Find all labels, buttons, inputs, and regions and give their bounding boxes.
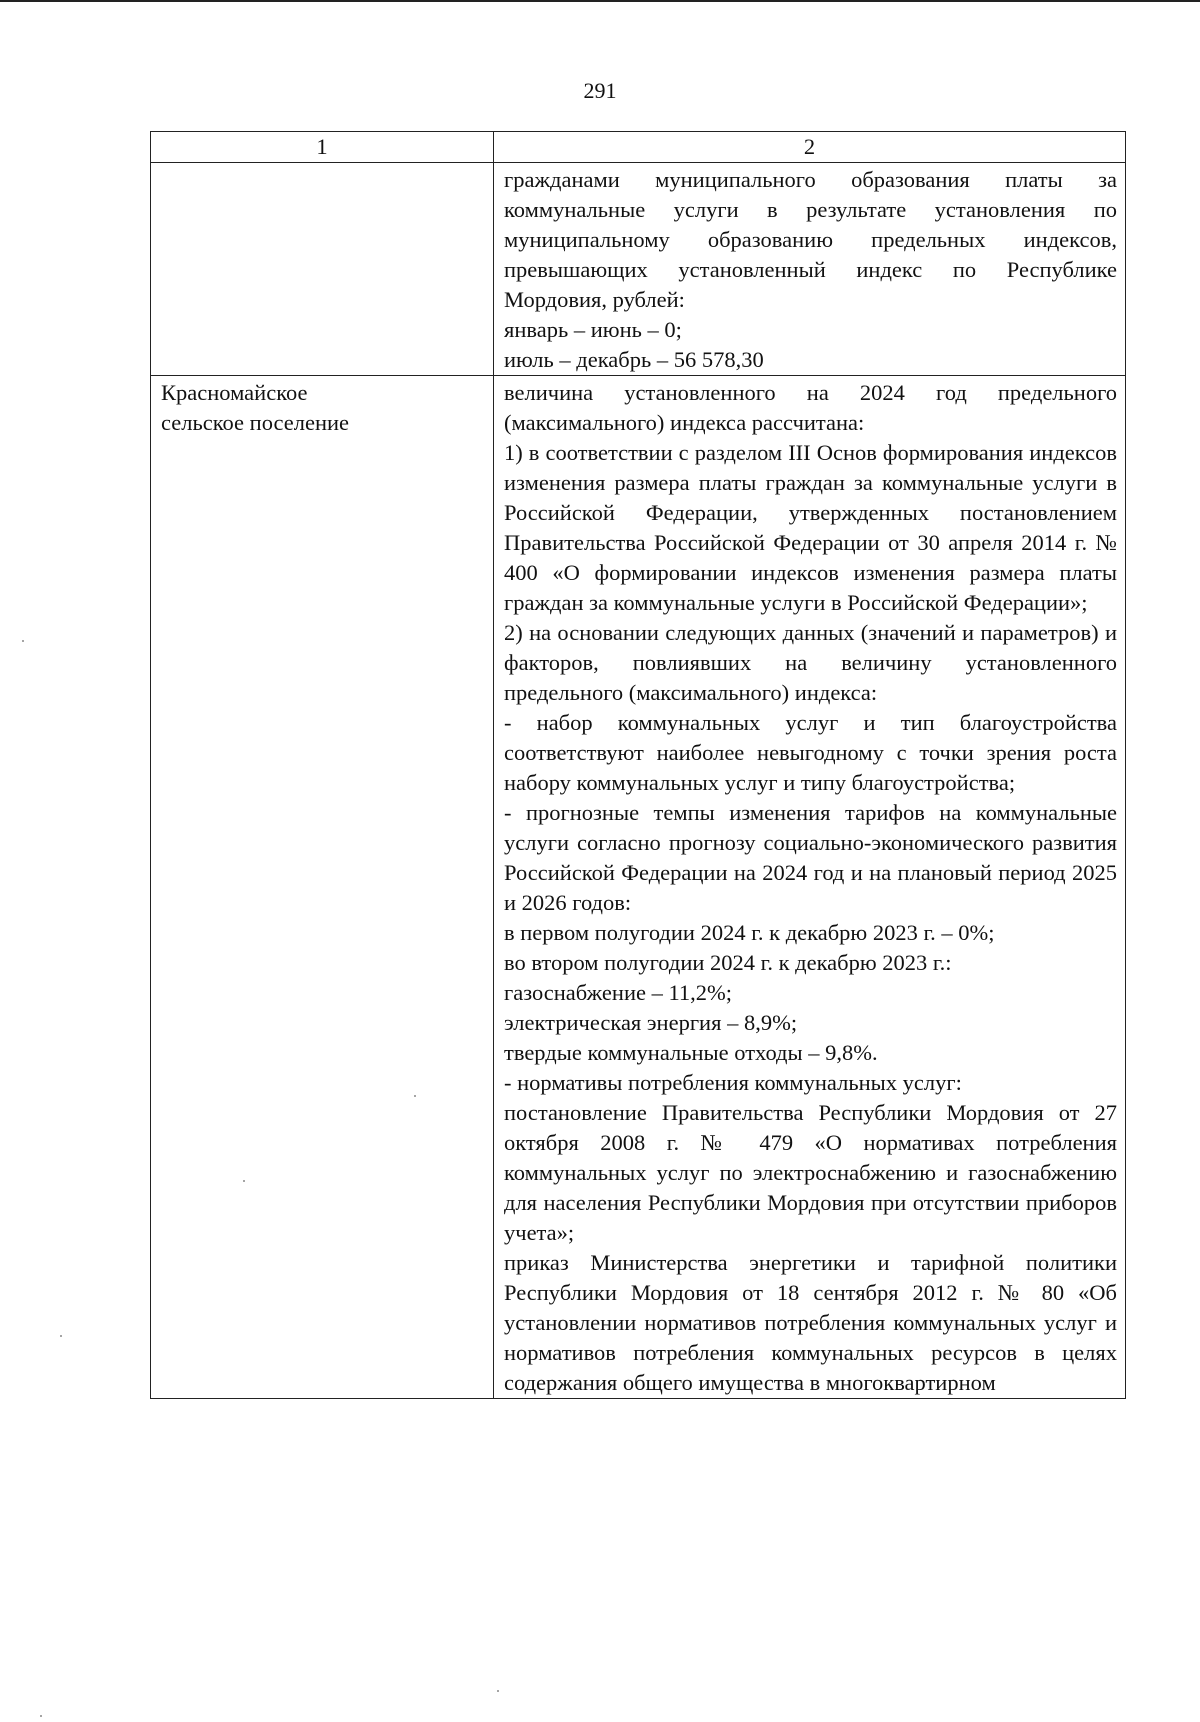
table-row [151, 163, 1126, 376]
table-row [151, 376, 1126, 1399]
scan-speck [40, 1715, 42, 1717]
paragraph: электрическая энергия – 8,9%; [504, 1010, 798, 1035]
paragraph: твердые коммунальные отходы – 9,8%. [504, 1040, 878, 1065]
scan-top-border [0, 0, 1200, 2]
paragraph: гражданами муниципального образования платы за коммунальные услуги в результате установления по муниципальному образованию предельных индексов, превышающих установленный индекс по Республике Мордовия, рублей: [504, 167, 1117, 312]
municipality-name-line: сельское поселение [161, 410, 350, 435]
paragraph: постановление Правительства Республики Мордовия от 27 октября 2008 г. № 479 «О нормативах потребления коммунальных услуг по электроснабжению и газоснабжению для населения Республики Мордовия при отсутствии приборов учета»; [504, 1100, 1117, 1245]
column-header-1: 1 [151, 132, 494, 163]
paragraph: газоснабжение – 11,2%; [504, 980, 733, 1005]
paragraph: в первом полугодии 2024 г. к декабрю 2023 г. – 0%; [504, 920, 995, 945]
scan-speck [497, 1690, 499, 1692]
paragraph: величина установленного на 2024 год предельного (максимального) индекса рассчитана: [504, 380, 1117, 435]
paragraph: - прогнозные темпы изменения тарифов на коммунальные услуги согласно прогнозу социально-экономического развития Российской Федерации на 2024 год и на плановый период 2025 и 2026 годов: [504, 800, 1117, 915]
paragraph: 1) в соответствии с разделом III Основ формирования индексов изменения размера платы граждан за коммунальные услуги в Российской Федерации, утвержденных постановлением Правительства Российской Федерации от 30 апреля 2014 г. № 400 «О формировании индексов изменения размера платы граждан за коммунальные услуги в Российской Федерации»; [504, 440, 1117, 615]
column-header-2: 2 [494, 132, 1126, 163]
paragraph: - набор коммунальных услуг и тип благоустройства соответствуют наиболее невыгодному с точки зрения роста набору коммунальных услуг и типу благоустройства; [504, 710, 1117, 795]
paragraph: - нормативы потребления коммунальных услуг: [504, 1070, 962, 1095]
paragraph: январь – июнь – 0; [504, 317, 682, 342]
table-header-row [151, 132, 1126, 163]
municipality-cell [151, 376, 494, 1399]
document-table [150, 131, 1126, 1399]
paragraph: 2) на основании следующих данных (значений и параметров) и факторов, повлиявших на величину установленного предельного (максимального) индекса: [504, 620, 1117, 705]
scan-speck [60, 1335, 62, 1337]
municipality-cell [151, 163, 494, 376]
paragraph: июль – декабрь – 56 578,30 [504, 347, 764, 372]
paragraph: во втором полугодии 2024 г. к декабрю 2023 г.: [504, 950, 952, 975]
paragraph: приказ Министерства энергетики и тарифной политики Республики Мордовия от 18 сентября 2012 г. № 80 «Об установлении нормативов потребления коммунальных услуг и нормативов потребления коммунальных ресурсов в целях содержания общего имущества в многоквартирном [504, 1250, 1117, 1395]
scan-speck [414, 1095, 416, 1097]
description-cell [494, 376, 1126, 1399]
scan-speck [22, 640, 24, 642]
scan-speck [243, 1180, 245, 1182]
description-cell [494, 163, 1126, 376]
municipality-name-line: Красномайское [161, 380, 308, 405]
page-number: 291 [583, 78, 617, 103]
